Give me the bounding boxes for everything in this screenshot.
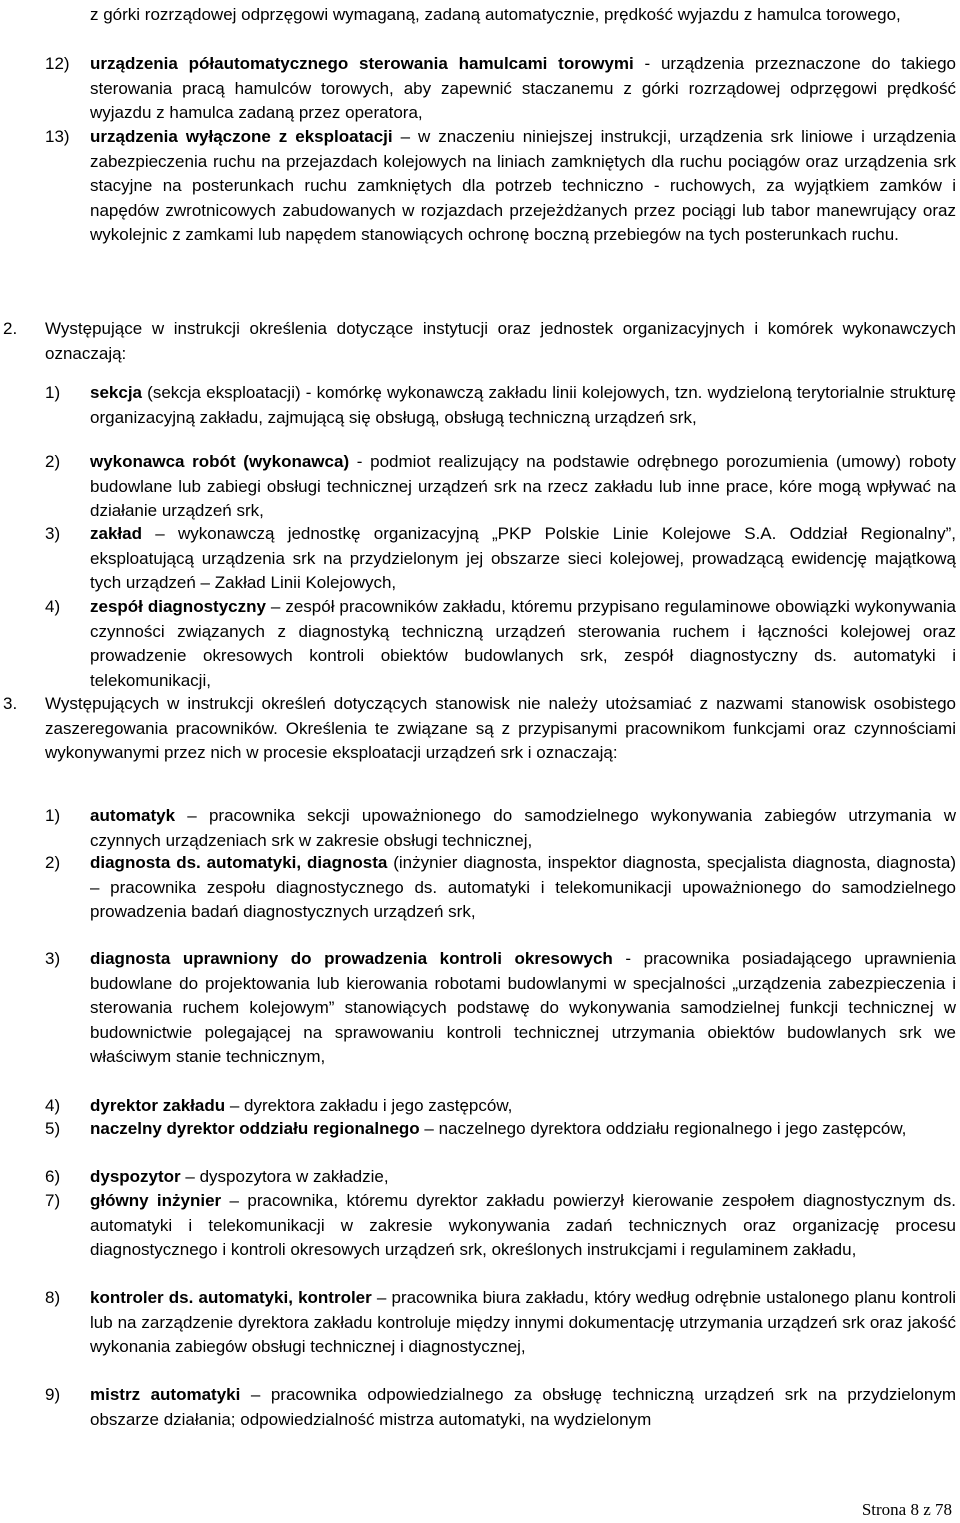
- definition: (sekcja eksploatacji) - komórkę wykonawczą zakładu linii kolejowych, tzn. wydzieloną terytorialnie strukturę organizacyjną zakładu, zajmującą się obsługą, obsługą techniczną urządzeń srk,: [90, 383, 956, 427]
- list-number: 3): [45, 524, 61, 543]
- list-number: 8): [45, 1288, 61, 1307]
- section3-item-2: [45, 851, 956, 925]
- list-number: 13): [45, 127, 70, 146]
- list-item-13: [45, 125, 956, 248]
- definition: (inżynier diagnosta, inspektor diagnosta, specjalista diagnosta, diagnosta) – pracownika zespołu diagnostycznego ds. automatyki i telekomunikacji upoważnionego do samodzielnego prowadzenia badań diagnostycznych urządzeń srk,: [90, 853, 956, 921]
- definition: – pracownika odpowiedzialnego za obsługę techniczną urządzeń srk na przydzielonym obszarze działania; odpowiedzialność mistrza automatyki, na wydzielonym: [90, 1385, 956, 1429]
- definition: - pracownika posiadającego uprawnienia budowlane do projektowania lub kierowania robotami budowlanymi w specjalności „urządzenia zabezpieczenia i sterowania ruchem kolejowym” stanowiących podstawę do wykonywania samodzielnej funkcji technicznej w budownictwie polegającej na sprawowaniu kontroli technicznej utrzymania obiektów budowlanych srk we właściwym stanie technicznym,: [90, 949, 956, 1066]
- section2-item-1: [45, 381, 956, 430]
- section3-item-4: [45, 1094, 956, 1119]
- definition: - urządzenia przeznaczone do takiego sterowania pracą hamulców torowych, aby zapewnić staczanemu z górki rozrządowej odprzęgowi prędkość wyjazdu z hamulca zadaną przez operatora,: [90, 54, 956, 122]
- term: dyrektor zakładu: [90, 1096, 226, 1115]
- term: mistrz automatyki: [90, 1385, 241, 1404]
- definition: – w znaczeniu niniejszej instrukcji, urządzenia srk liniowe i urządzenia zabezpieczenia ruchu na przejazdach kolejowych na liniach zamkniętych dla ruchu pociągów oraz urządzenia srk stacyjne na posterunkach ruchu zamkniętych dla potrzeb techniczno - ruchowych, za wyjątkiem zamków i napędów zwrotnicowych zabudowanych w rozjazdach przejeżdżanych przez pociągi lub tabor manewrujący oraz wykolejnic z zamkami lub napędem stanowiących ochronę boczną przebiegów na tych posterunkach ruchu.: [90, 127, 957, 244]
- list-number: 4): [45, 1096, 61, 1115]
- definition: – pracownika sekcji upoważnionego do samodzielnego wykonywania zabiegów utrzymania w czynnych urządzeniach srk w zakresie obsługi technicznej,: [90, 806, 956, 850]
- term: dyspozytor: [90, 1167, 181, 1186]
- section3-item-3: [45, 947, 956, 1070]
- term: zakład: [90, 524, 142, 543]
- page-number: Strona 8 z 78: [861, 1500, 952, 1519]
- definition: – wykonawczą jednostkę organizacyjną „PKP Polskie Linie Kolejowe S.A. Oddział Regionalny”, eksploatującą urządzenia srk na przydzielonym jej obszarze sieci kolejowej, prowadzącą ewidencję majątkową tych urządzeń – Zakład Linii Kolejowych,: [90, 524, 956, 592]
- term: automatyk: [90, 806, 176, 825]
- continuation-text: z górki rozrządowej odprzęgowi wymaganą, zadaną automatycznie, prędkość wyjazdu z hamulca torowego,: [90, 5, 901, 24]
- term: diagnosta uprawniony do prowadzenia kontroli okresowych: [90, 949, 613, 968]
- definition: - podmiot realizujący na podstawie odrębnego porozumienia (umowy) roboty budowlane lub zabiegi obsługi technicznej urządzeń srk na rzecz zakładu lub inne prace, kóre mogą wpływać na działanie urządzeń srk,: [90, 452, 956, 520]
- section2-item-2: [45, 450, 956, 524]
- section3-item-9: [45, 1383, 956, 1432]
- definition: – naczelnego dyrektora oddziału regionalnego i jego zastępców,: [419, 1119, 907, 1138]
- section3-item-1: [45, 804, 956, 853]
- section-text: Występujące w instrukcji określenia dotyczące instytucji oraz jednostek organizacyjnych i komórek wykonawczych oznaczają:: [45, 319, 956, 363]
- section-number: 2.: [3, 319, 18, 338]
- list-item-12: [45, 52, 956, 126]
- list-number: 5): [45, 1119, 61, 1138]
- section3-item-5: [45, 1117, 956, 1142]
- term: wykonawca robót (wykonawca): [90, 452, 350, 471]
- definition: – pracownika, któremu dyrektor zakładu powierzył kierowanie zespołem diagnostycznym ds. automatyki i telekomunikacji w zakresie wykonywania zadań technicznych oraz organizację procesu diagnostycznego i kontroli okresowych urządzeń srk, określonych instrukcjami i regulaminem zakładu,: [90, 1191, 956, 1259]
- section3-item-6: [45, 1165, 956, 1190]
- section-2-intro: [3, 317, 956, 366]
- list-number: 1): [45, 383, 61, 402]
- section2-item-3: [45, 522, 956, 596]
- term: diagnosta ds. automatyki, diagnosta: [90, 853, 388, 872]
- term: główny inżynier: [90, 1191, 222, 1210]
- list-number: 4): [45, 597, 61, 616]
- section3-item-8: [45, 1286, 956, 1360]
- list-number: 2): [45, 452, 61, 471]
- definition: – zespół pracowników zakładu, któremu przypisano regulaminowe obowiązki wykonywania czynności związanych z diagnostyką techniczną urządzeń sterowania ruchem i łączności kolejowej oraz prowadzenie okresowych kontroli obiektów budowlanych srk, zespół diagnostyczny ds. automatyki i telekomunikacji,: [90, 597, 956, 690]
- term: zespół diagnostyczny: [90, 597, 266, 616]
- term: naczelny dyrektor oddziału regionalnego: [90, 1119, 420, 1138]
- section-number: 3.: [3, 694, 18, 713]
- term: urządzenia wyłączone z eksploatacji: [90, 127, 393, 146]
- list-number: 6): [45, 1167, 61, 1186]
- term: kontroler ds. automatyki, kontroler: [90, 1288, 372, 1307]
- term: sekcja: [90, 383, 142, 402]
- list-number: 9): [45, 1385, 61, 1404]
- list-number: 3): [45, 949, 61, 968]
- section-3-intro: [3, 692, 956, 766]
- definition: – dyspozytora w zakładzie,: [180, 1167, 389, 1186]
- section2-item-4: [45, 595, 956, 693]
- section3-item-7: [45, 1189, 956, 1263]
- list-number: 12): [45, 54, 70, 73]
- definition: – pracownika biura zakładu, który według odrębnie ustalonego planu kontroli lub na zarządzenie dyrektora zakładu kontroluje między innymi dokumentację utrzymania urządzeń srk oraz jakość wykonania zabiegów obsługi technicznej i diagnostycznej,: [90, 1288, 957, 1356]
- list-number: 7): [45, 1191, 61, 1210]
- list-number: 1): [45, 806, 61, 825]
- list-number: 2): [45, 853, 61, 872]
- section-text: Występujących w instrukcji określeń dotyczących stanowisk nie należy utożsamiać z nazwami stanowisk osobistego zaszeregowania pracowników. Określenia te związane są z przypisanymi pracownikom funkcjami oraz czynnościami wykonywanymi przez nich w procesie eksploatacji urządzeń srk i oznaczają:: [45, 694, 956, 762]
- term: urządzenia półautomatycznego sterowania hamulcami torowymi: [90, 54, 634, 73]
- definition: – dyrektora zakładu i jego zastępców,: [225, 1096, 513, 1115]
